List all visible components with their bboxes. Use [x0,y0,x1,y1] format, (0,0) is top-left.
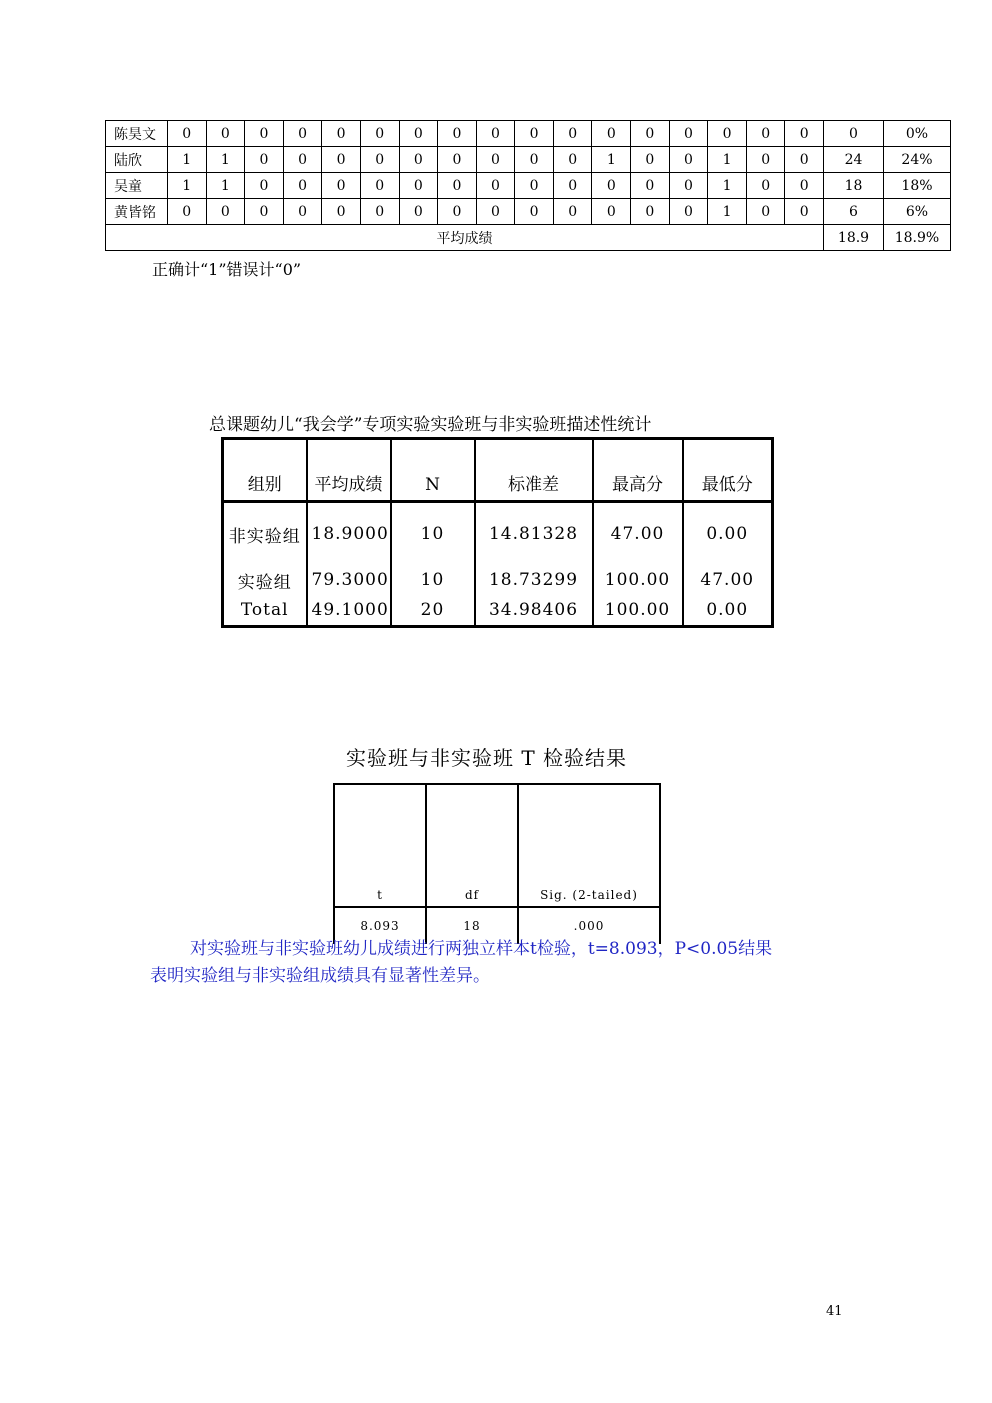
item-score: 0 [669,121,708,147]
item-score: 0 [438,173,477,199]
total-score: 0 [824,121,884,147]
ttest-header: Sig. (2-tailed) [518,784,660,907]
score-row [106,173,951,199]
ttest-header: df [426,784,518,907]
item-score: 0 [746,121,785,147]
score-percent: 6% [883,199,950,225]
item-score: 0 [283,121,322,147]
descriptive-header-row [223,439,773,502]
descriptive-cell: 10 [391,502,475,566]
item-score: 0 [669,173,708,199]
descriptive-cell: 47.00 [683,565,773,595]
item-score: 0 [553,173,592,199]
ttest-table [333,783,661,944]
item-score: 0 [631,121,670,147]
item-score: 0 [283,173,322,199]
average-label: 平均成绩 [106,225,824,251]
ttest-value: 8.093 [334,907,426,944]
item-score: 0 [245,173,284,199]
total-score: 6 [824,199,884,225]
item-score: 1 [708,199,747,225]
student-name: 陈昊文 [106,121,168,147]
item-score: 1 [206,147,245,173]
item-score: 1 [592,147,631,173]
item-score: 0 [399,173,438,199]
descriptive-cell: 34.98406 [475,595,593,627]
item-score: 1 [206,173,245,199]
descriptive-header: 标准差 [475,439,593,502]
ttest-header: t [334,784,426,907]
item-score: 0 [360,121,399,147]
student-name: 陆欣 [106,147,168,173]
descriptive-cell: 实验组 [223,565,307,595]
item-score: 0 [245,121,284,147]
descriptive-cell: Total [223,595,307,627]
score-table-body [106,121,951,225]
item-score: 0 [167,121,206,147]
descriptive-row [223,595,773,627]
item-score: 0 [592,121,631,147]
ttest-value: .000 [518,907,660,944]
descriptive-cell: 49.1000 [307,595,391,627]
score-table [105,120,951,251]
score-percent: 18% [883,173,950,199]
average-row [106,225,951,251]
descriptive-header: 平均成绩 [307,439,391,502]
item-score: 0 [476,147,515,173]
item-score: 0 [631,199,670,225]
descriptive-header: 最低分 [683,439,773,502]
item-score: 0 [476,121,515,147]
score-percent: 0% [883,121,950,147]
item-score: 0 [746,173,785,199]
item-score: 0 [438,121,477,147]
item-score: 0 [322,173,361,199]
descriptive-cell: 非实验组 [223,502,307,566]
item-score: 0 [785,173,824,199]
descriptive-header: 组别 [223,439,307,502]
descriptive-cell: 100.00 [593,595,683,627]
item-score: 0 [746,147,785,173]
item-score: 0 [515,121,554,147]
student-name: 黄皆铭 [106,199,168,225]
ttest-title: 实验班与非实验班 T 检验结果 [346,746,628,770]
item-score: 0 [553,121,592,147]
item-score: 1 [167,147,206,173]
item-score: 0 [360,199,399,225]
item-score: 0 [283,147,322,173]
descriptive-cell: 10 [391,565,475,595]
descriptive-cell: 18.9000 [307,502,391,566]
average-percent: 18.9% [883,225,950,251]
descriptive-table [221,437,774,628]
item-score: 0 [631,147,670,173]
item-score: 0 [785,147,824,173]
descriptive-header: N [391,439,475,502]
item-score: 0 [438,199,477,225]
item-score: 0 [322,147,361,173]
descriptive-cell: 20 [391,595,475,627]
descriptive-cell: 14.81328 [475,502,593,566]
item-score: 0 [592,199,631,225]
item-score: 0 [515,147,554,173]
item-score: 0 [245,199,284,225]
descriptive-cell: 0.00 [683,595,773,627]
item-score: 0 [553,199,592,225]
item-score: 0 [669,147,708,173]
item-score: 0 [476,199,515,225]
item-score: 0 [592,173,631,199]
item-score: 0 [438,147,477,173]
average-total: 18.9 [824,225,884,251]
descriptive-cell: 18.73299 [475,565,593,595]
descriptive-row [223,502,773,566]
conclusion [150,936,870,990]
ttest-header-row [334,784,660,907]
score-percent: 24% [883,147,950,173]
item-score: 0 [167,199,206,225]
descriptive-row [223,565,773,595]
score-row [106,121,951,147]
item-score: 0 [283,199,322,225]
item-score: 0 [206,121,245,147]
ttest-value: 18 [426,907,518,944]
total-score: 18 [824,173,884,199]
descriptive-cell: 0.00 [683,502,773,566]
item-score: 0 [206,199,245,225]
item-score: 0 [515,173,554,199]
item-score: 0 [399,199,438,225]
score-row [106,147,951,173]
descriptive-body [223,502,773,627]
item-score: 1 [708,173,747,199]
descriptive-cell: 100.00 [593,565,683,595]
score-row [106,199,951,225]
item-score: 0 [785,199,824,225]
descriptive-title: 总课题幼儿“我会学”专项实验实验班与非实验班描述性统计 [209,415,652,435]
conclusion-line-1: 对实验班与非实验班幼儿成绩进行两独立样本t检验，t=8.093，P<0.05结果 [190,939,773,959]
item-score: 0 [476,173,515,199]
item-score: 0 [708,121,747,147]
student-name: 吴童 [106,173,168,199]
descriptive-header: 最高分 [593,439,683,502]
item-score: 0 [399,121,438,147]
item-score: 0 [746,199,785,225]
item-score: 0 [669,199,708,225]
item-score: 0 [360,173,399,199]
total-score: 24 [824,147,884,173]
descriptive-cell: 47.00 [593,502,683,566]
item-score: 0 [360,147,399,173]
item-score: 0 [245,147,284,173]
item-score: 1 [708,147,747,173]
page-number: 41 [826,1304,843,1319]
item-score: 1 [167,173,206,199]
item-score: 0 [515,199,554,225]
scoring-note: 正确计“1”错误计“0” [152,260,302,279]
item-score: 0 [785,121,824,147]
item-score: 0 [322,199,361,225]
item-score: 0 [631,173,670,199]
conclusion-line-2: 表明实验组与非实验组成绩具有显著性差异。 [150,966,490,986]
item-score: 0 [399,147,438,173]
item-score: 0 [553,147,592,173]
descriptive-cell: 79.3000 [307,565,391,595]
item-score: 0 [322,121,361,147]
